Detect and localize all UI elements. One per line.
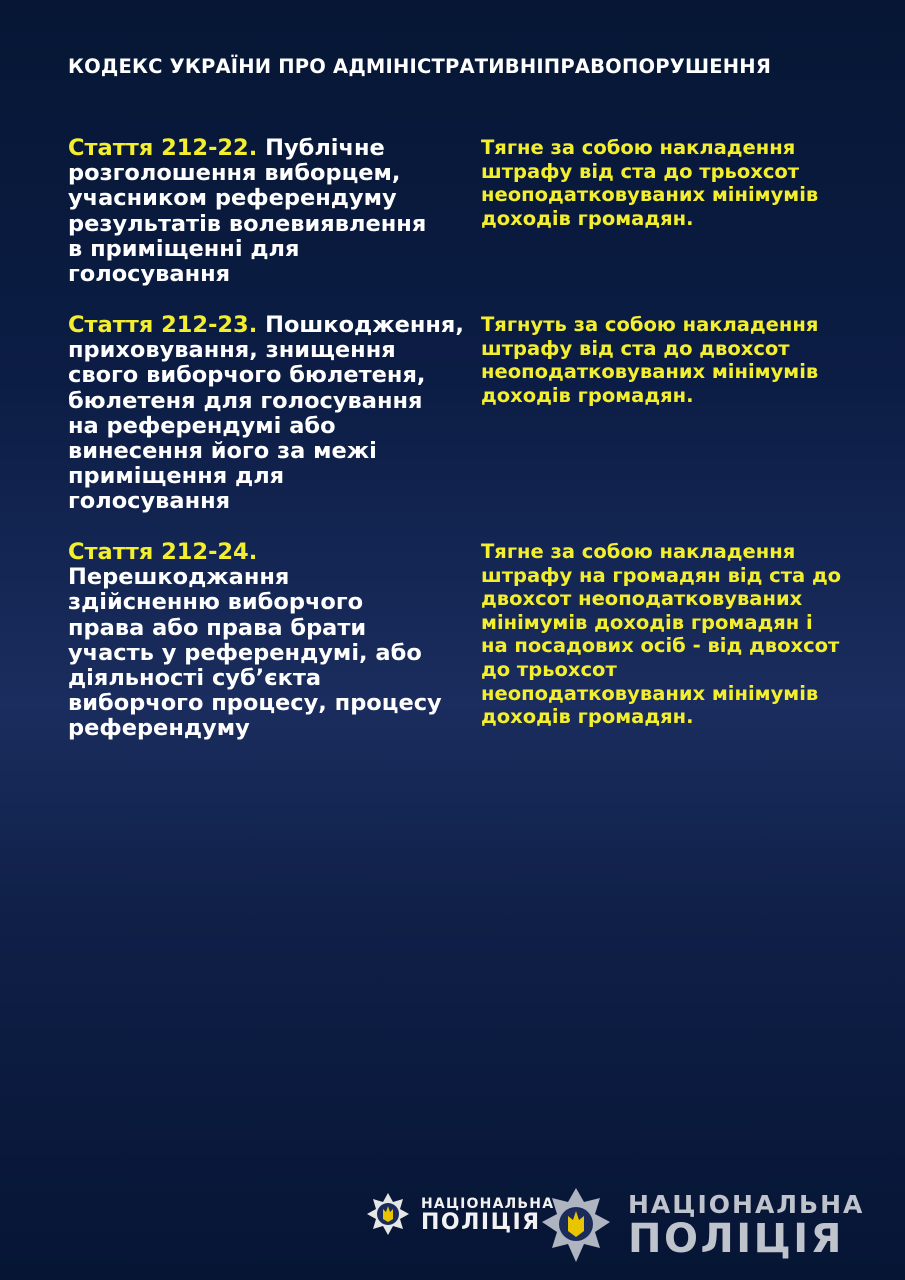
logo-line1: НАЦІОНАЛЬНА [628,1190,865,1219]
logo-line2: ПОЛІЦІЯ [421,1210,541,1235]
police-star-icon [540,1186,612,1266]
article-text-line: участь у референдумі, або [68,639,422,666]
article-penalty [481,540,876,729]
article-number: Стаття 212-24. [68,539,258,565]
police-logo-small [366,1192,556,1236]
penalty-line: штрафу від ста до трьохсот [481,159,800,183]
logo-line2: ПОЛІЦІЯ [628,1216,844,1262]
article-text-line: бюлетеня для голосування [68,387,423,414]
penalty-line: Тягне за собою накладення [481,136,796,159]
penalty-line: до трьохсот [481,657,617,681]
police-logo-large [540,1186,870,1270]
logo-line1: НАЦІОНАЛЬНА [421,1196,555,1212]
article-text-line: свого виборчого бюлетеня, [68,362,426,389]
article-number: Стаття 212-22. [68,135,258,161]
article-description [68,136,473,287]
article-text-line: приміщення для [68,463,285,490]
article-text-line: виборчого процесу, процесу [68,690,442,717]
penalty-line: штрафу на громадян від ста до [481,563,842,587]
penalty-line: мінімумів доходів громадян і [481,610,813,634]
penalty-line: доходів громадян. [481,383,694,407]
article-text-line: учасником референдуму [68,185,397,212]
article-number: Стаття 212-23. [68,312,258,338]
article-text-line: діяльності суб’єкта [68,665,322,692]
article-text-line: результатів волевиявлення [68,210,427,237]
police-star-icon [366,1192,410,1236]
article-description [68,540,473,742]
penalty-line: доходів громадян. [481,206,694,230]
article-text-line: приховування, знищення [68,337,396,364]
article-text-line: на референдумі або [68,412,336,439]
article-description [68,313,473,515]
article-text-line: в приміщенні для [68,235,300,262]
penalty-line: двохсот неоподатковуваних [481,587,803,611]
penalty-line: Тягне за собою накладення [481,540,796,563]
penalty-line: неоподатковуваних мінімумів [481,681,819,705]
article-text-line: права або права брати [68,614,367,641]
article-text-line: розголошення виборцем, [68,160,401,187]
penalty-line: доходів громадян. [481,705,694,729]
article-text-line: Перешкоджання [68,564,290,591]
penalty-line: на посадових осіб - від двохсот [481,634,840,658]
article-text-line: Пошкодження, [265,312,464,338]
article-text-line: голосування [68,488,231,515]
penalty-line: неоподатковуваних мінімумів [481,360,819,384]
article-text-line: голосування [68,261,231,288]
article-penalty [481,313,876,407]
penalty-line: Тягнуть за собою накладення [481,313,819,336]
penalty-line: штрафу від ста до двохсот [481,336,790,360]
article-text-line: винесення його за межі [68,438,377,465]
article-penalty [481,136,876,230]
article-text-line: референдуму [68,715,250,742]
penalty-line: неоподатковуваних мінімумів [481,183,819,207]
article-text-line: Публічне [265,135,385,161]
article-text-line: здійсненню виборчого [68,589,364,616]
page-title: КОДЕКС УКРАЇНИ ПРО АДМІНІСТРАТИВНІПРАВОПОРУШЕННЯ [68,55,772,78]
